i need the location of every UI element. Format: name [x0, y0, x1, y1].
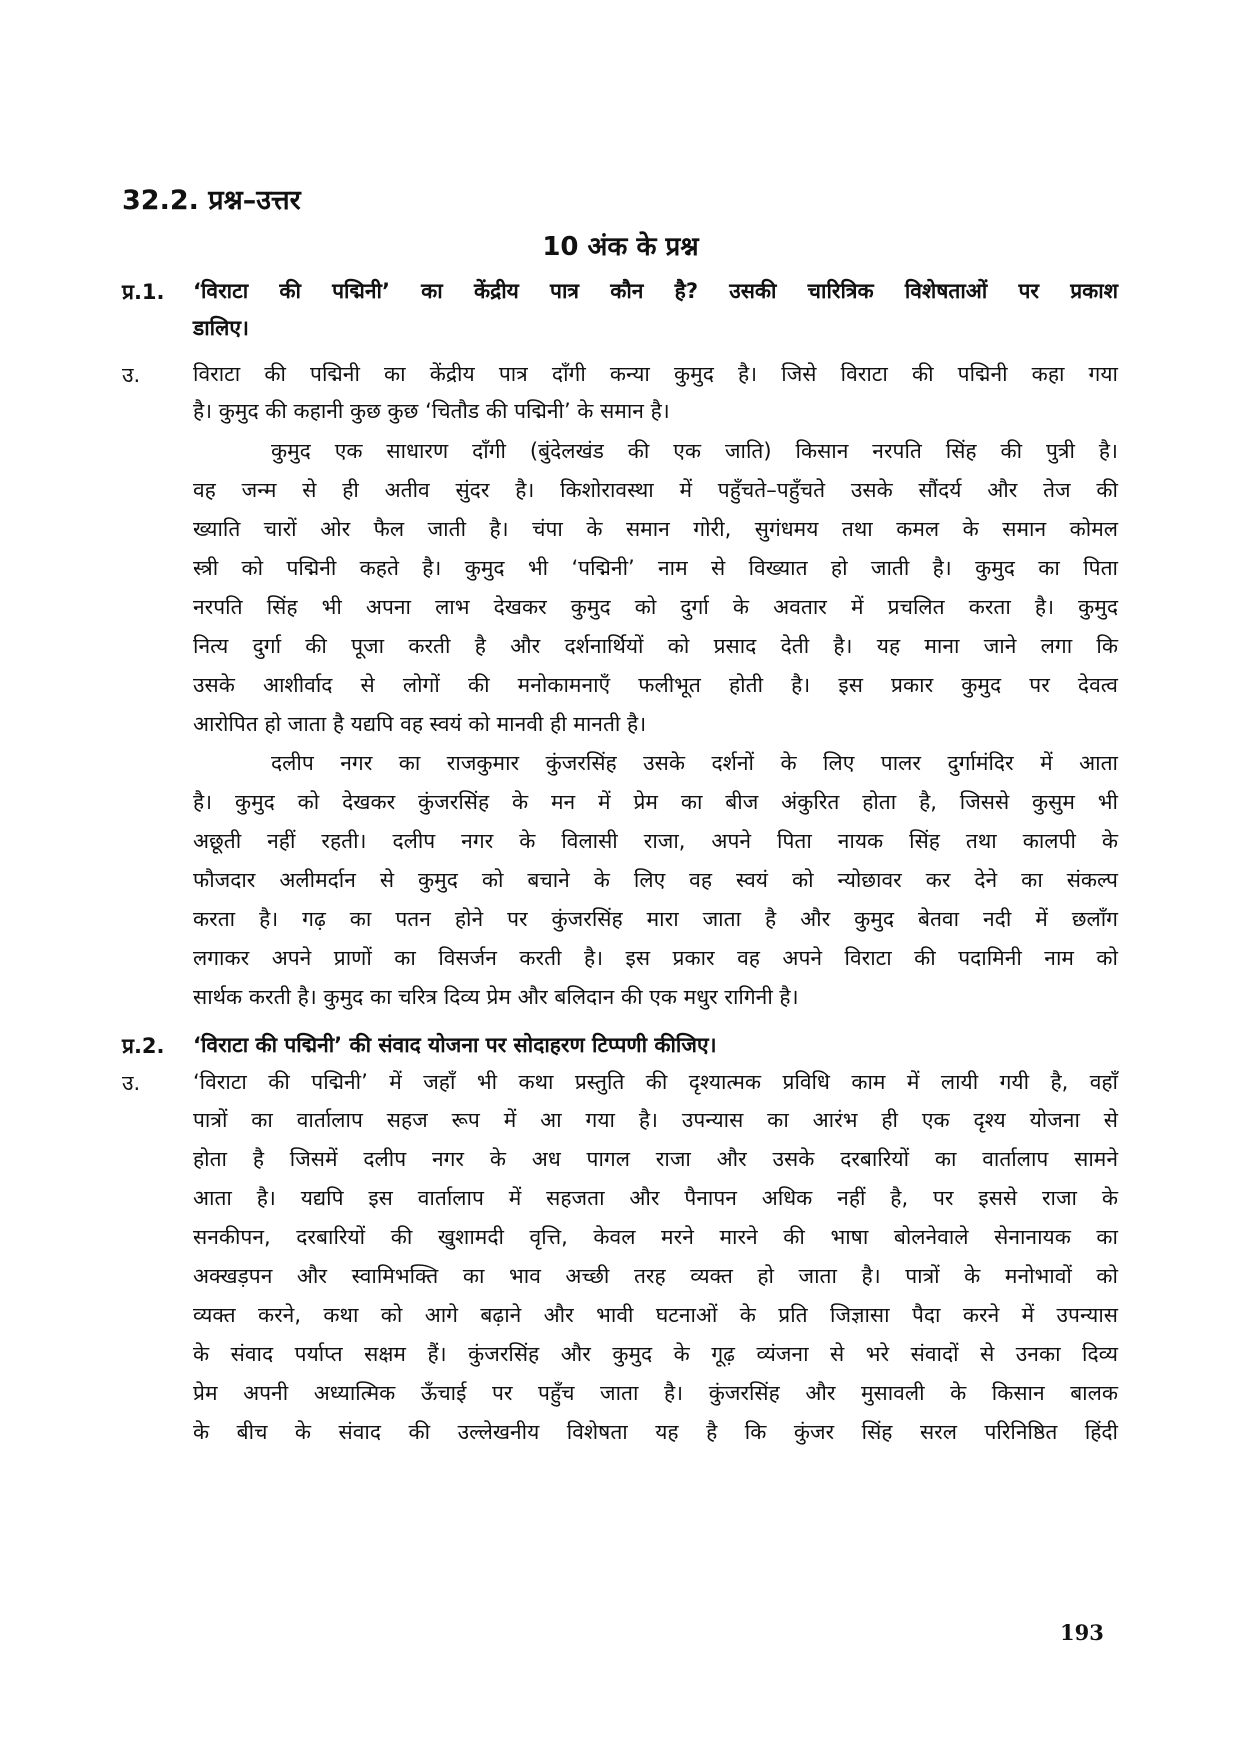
answer-1-line: विराटा की पद्मिनी का केंद्रीय पात्र दाँगी कन्या कुमुद है। जिसे विराटा की पद्मिनी कहा गया	[193, 362, 1118, 386]
question-1-line: डालिए।	[193, 316, 249, 340]
answer-1-line: सार्थक करती है। कुमुद का चरित्र दिव्य प्रेम और बलिदान की एक मधुर रागिनी है।	[193, 985, 799, 1009]
answer-2-line: के बीच के संवाद की उल्लेखनीय विशेषता यह है कि कुंजर सिंह सरल परिनिष्ठित हिंदी	[193, 1420, 1118, 1444]
answer-2-line: होता है जिसमें दलीप नगर के अध पागल राजा और उसके दरबारियों का वार्तालाप सामने	[193, 1147, 1118, 1171]
answer-2-label: उ.	[122, 1071, 141, 1095]
answer-1-line: फौजदार अलीमर्दान से कुमुद को बचाने के लिए वह स्वयं को न्योछावर कर देने का संकल्प	[193, 868, 1118, 892]
question-1-line: ‘विराटा की पद्मिनी’ का केंद्रीय पात्र कौन है? उसकी चारित्रिक विशेषताओं पर प्रकाश	[193, 279, 1118, 303]
answer-2-line: प्रेम अपनी अध्यात्मिक ऊँचाई पर पहुँच जाता है। कुंजरसिंह और मुसावली के किसान बालक	[193, 1381, 1118, 1405]
answer-1-line: है। कुमुद की कहानी कुछ कुछ ‘चितौड की पद्मिनी’ के समान है।	[193, 399, 670, 423]
answer-1-line: नरपति सिंह भी अपना लाभ देखकर कुमुद को दुर्गा के अवतार में प्रचलित करता है। कुमुद	[193, 595, 1118, 619]
answer-1-line: है। कुमुद को देखकर कुंजरसिंह के मन में प्रेम का बीज अंकुरित होता है, जिससे कुसुम भी	[193, 790, 1118, 814]
page-number: 193	[1060, 1620, 1104, 1645]
answer-1-line: दलीप नगर का राजकुमार कुंजरसिंह उसके दर्शनों के लिए पालर दुर्गामंदिर में आता	[271, 751, 1118, 775]
question-1-label: प्र.1.	[122, 280, 165, 304]
answer-2-line: ‘विराटा की पद्मिनी’ में जहाँ भी कथा प्रस्तुति की दृश्यात्मक प्रविधि काम में लायी गयी है, वहाँ	[193, 1070, 1118, 1094]
answer-1-line: उसके आशीर्वाद से लोगों की मनोकामनाएँ फलीभूत होती है। इस प्रकार कुमुद पर देवत्व	[193, 673, 1118, 697]
answer-1-line: नित्य दुर्गा की पूजा करती है और दर्शनार्थियों को प्रसाद देती है। यह माना जाने लगा कि	[193, 634, 1118, 658]
marks-heading: 10 अंक के प्रश्न	[542, 232, 699, 262]
answer-2-line: के संवाद पर्याप्त सक्षम हैं। कुंजरसिंह और कुमुद के गूढ़ व्यंजना से भरे संवादों से उनका दिव्य	[193, 1342, 1118, 1366]
answer-1-line: ख्याति चारों ओर फैल जाती है। चंपा के समान गोरी, सुगंधमय तथा कमल के समान कोमल	[193, 517, 1118, 541]
answer-2-line: आता है। यद्यपि इस वार्तालाप में सहजता और पैनापन अधिक नहीं है, पर इससे राजा के	[193, 1186, 1118, 1210]
answer-1-line: अछूती नहीं रहती। दलीप नगर के विलासी राजा, अपने पिता नायक सिंह तथा कालपी के	[193, 829, 1118, 853]
answer-1-line: स्त्री को पद्मिनी कहते है। कुमुद भी ‘पद्मिनी’ नाम से विख्यात हो जाती है। कुमुद का पिता	[193, 556, 1118, 580]
answer-1-line: करता है। गढ़ का पतन होने पर कुंजरसिंह मारा जाता है और कुमुद बेतवा नदी में छलाँग	[193, 907, 1118, 931]
answer-1-label: उ.	[122, 363, 141, 387]
answer-2-line: अक्खड़पन और स्वामिभक्ति का भाव अच्छी तरह व्यक्त हो जाता है। पात्रों के मनोभावों को	[193, 1264, 1118, 1288]
answer-2-line: व्यक्त करने, कथा को आगे बढ़ाने और भावी घटनाओं के प्रति जिज्ञासा पैदा करने में उपन्यास	[193, 1303, 1118, 1327]
question-2-line: ‘विराटा की पद्मिनी’ की संवाद योजना पर सोदाहरण टिप्पणी कीजिए।	[193, 1033, 717, 1057]
answer-1-line: आरोपित हो जाता है यद्यपि वह स्वयं को मानवी ही मानती है।	[193, 712, 647, 736]
answer-2-line: पात्रों का वार्तालाप सहज रूप में आ गया है। उपन्यास का आरंभ ही एक दृश्य योजना से	[193, 1108, 1118, 1132]
answer-1-line: कुमुद एक साधारण दाँगी (बुंदेलखंड की एक जाति) किसान नरपति सिंह की पुत्री है।	[271, 439, 1118, 463]
section-heading: 32.2. प्रश्न–उत्तर	[122, 185, 301, 216]
answer-1-line: लगाकर अपने प्राणों का विसर्जन करती है। इस प्रकार वह अपने विराटा की पदामिनी नाम को	[193, 946, 1118, 970]
answer-2-line: सनकीपन, दरबारियों की खुशामदी वृत्ति, केवल मरने मारने की भाषा बोलनेवाले सेनानायक का	[193, 1225, 1118, 1249]
question-2-label: प्र.2.	[122, 1034, 165, 1058]
answer-1-line: वह जन्म से ही अतीव सुंदर है। किशोरावस्था में पहुँचते–पहुँचते उसके सौंदर्य और तेज की	[193, 478, 1118, 502]
